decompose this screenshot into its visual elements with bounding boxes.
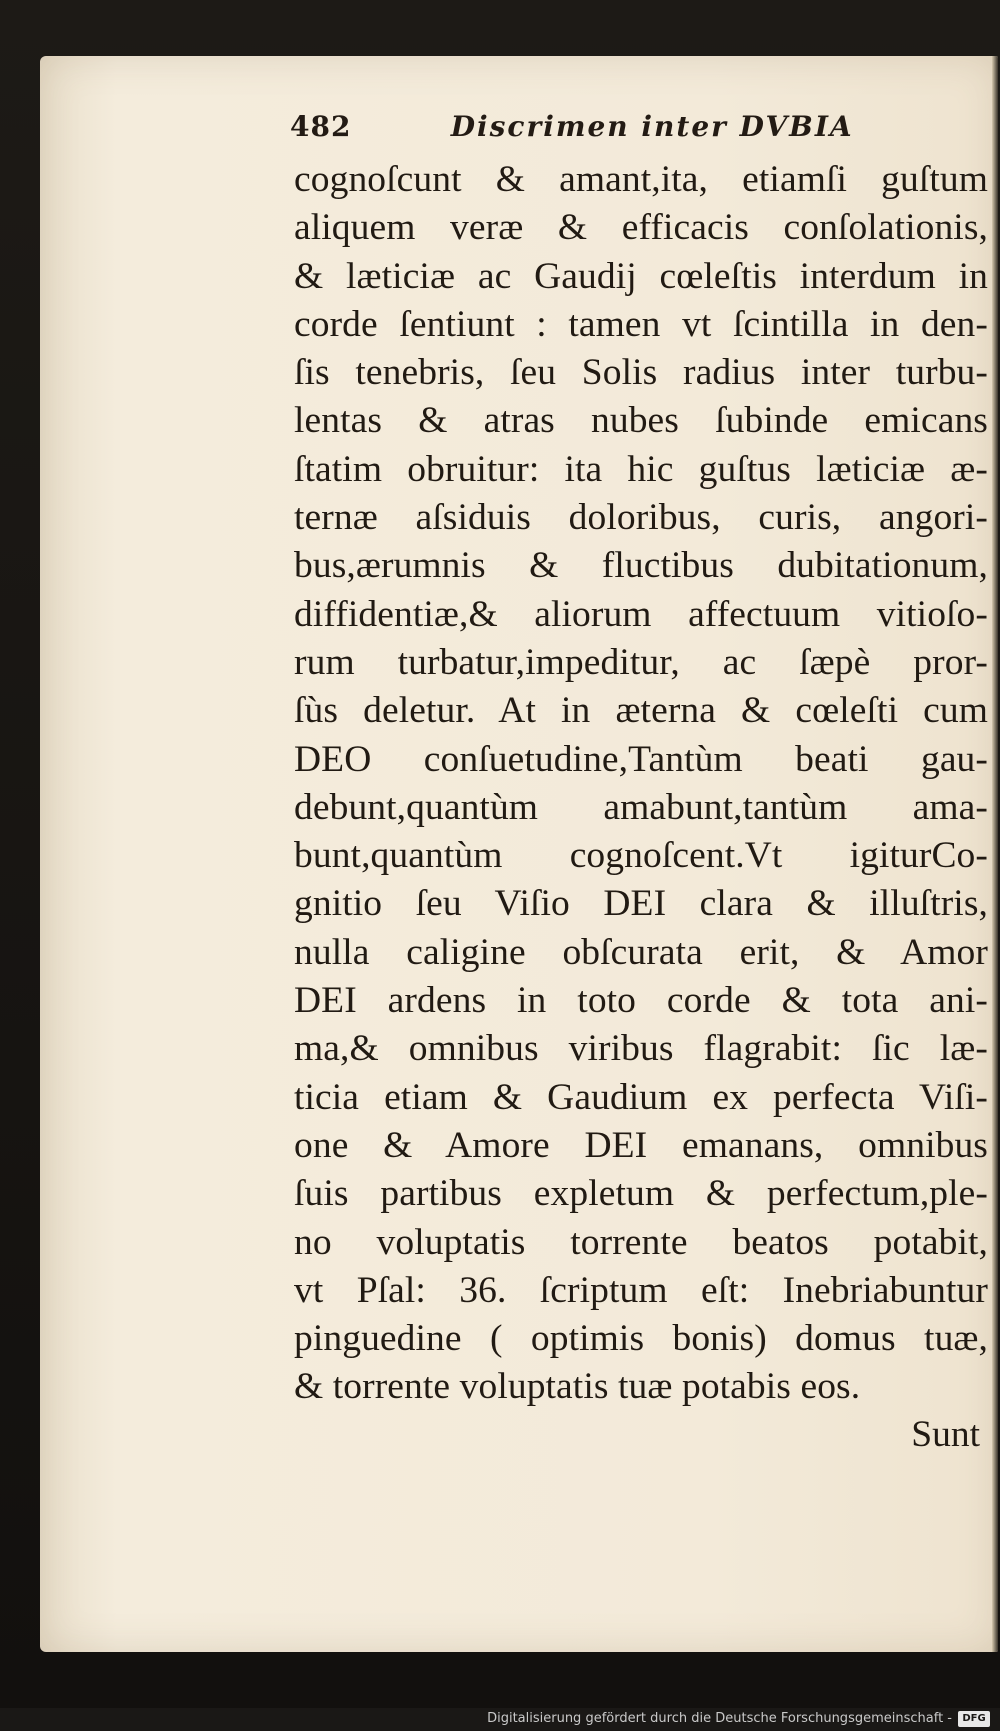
text-line: cognoſcunt & amant,ita, etiamſi guſtum [294, 159, 988, 200]
text-line: debunt,quantùm amabunt,tantùm ama- [294, 786, 988, 828]
text-line: & læticiæ ac Gaudij cœleſtis interdum in [294, 255, 988, 297]
text-line: DEI ardens in toto corde & tota ani- [294, 980, 988, 1022]
text-line: ſtatim obruitur: ita hic guſtus læticiæ æ- [294, 448, 988, 490]
text-line: one & Amore DEI emanans, omnibus [294, 1124, 988, 1166]
text-line: pinguedine ( optimis bonis) domus tuæ, [294, 1318, 988, 1360]
text-line: corde ſentiunt : tamen vt ſcintilla in den- [294, 303, 988, 345]
text-line: diffidentiæ,& aliorum affectuum vitioſo- [294, 593, 988, 635]
text-line: ſùs deletur. At in æterna & cœleſti cum [294, 690, 988, 732]
text-line: nulla caligine obſcurata erit, & Amor [294, 931, 988, 973]
text-line: aliquem veræ & efficacis conſolationis, [294, 207, 988, 249]
running-head [290, 110, 990, 150]
page-edge [992, 56, 998, 1652]
footer-bar [0, 1708, 1000, 1731]
page-number: 482 [290, 110, 352, 143]
funding-notice: Digitalisierung gefördert durch die Deutsche Forschungsgemeinschaft - [487, 1711, 952, 1726]
body-text [294, 156, 988, 1412]
running-title: Discrimen inter DVBIA [450, 110, 854, 143]
text-line: rum turbatur,impeditur, ac ſæpè pror- [294, 641, 988, 683]
catchword: Sunt [911, 1414, 980, 1455]
text-line: ternæ aſsiduis doloribus, curis, angori- [294, 497, 988, 539]
text-line: ma,& omnibus viribus flagrabit: ſic læ- [294, 1028, 988, 1070]
text-line: DEO conſuetudine,Tantùm beati gau- [294, 738, 988, 780]
text-line: bunt,quantùm cognoſcent.Vt igiturCo- [294, 835, 988, 877]
dfg-logo: DFG [958, 1711, 990, 1727]
text-line: & torrente voluptatis tuæ potabis eos. [294, 1366, 861, 1408]
text-line: gnitio ſeu Viſio DEI clara & illuſtris, [294, 883, 988, 925]
text-line: no voluptatis torrente beatos potabit, [294, 1221, 988, 1263]
text-line: vt Pſal: 36. ſcriptum eſt: Inebriabuntur [294, 1269, 988, 1311]
text-line: bus,ærumnis & fluctibus dubitationum, [294, 545, 988, 587]
book-page [40, 56, 998, 1652]
text-line: ticia etiam & Gaudium ex perfecta Viſi- [294, 1076, 988, 1118]
text-line: ſuis partibus expletum & perfectum,ple- [294, 1173, 988, 1215]
text-line: ſis tenebris, ſeu Solis radius inter turbu- [294, 352, 988, 394]
text-line: lentas & atras nubes ſubinde emicans [294, 400, 988, 442]
